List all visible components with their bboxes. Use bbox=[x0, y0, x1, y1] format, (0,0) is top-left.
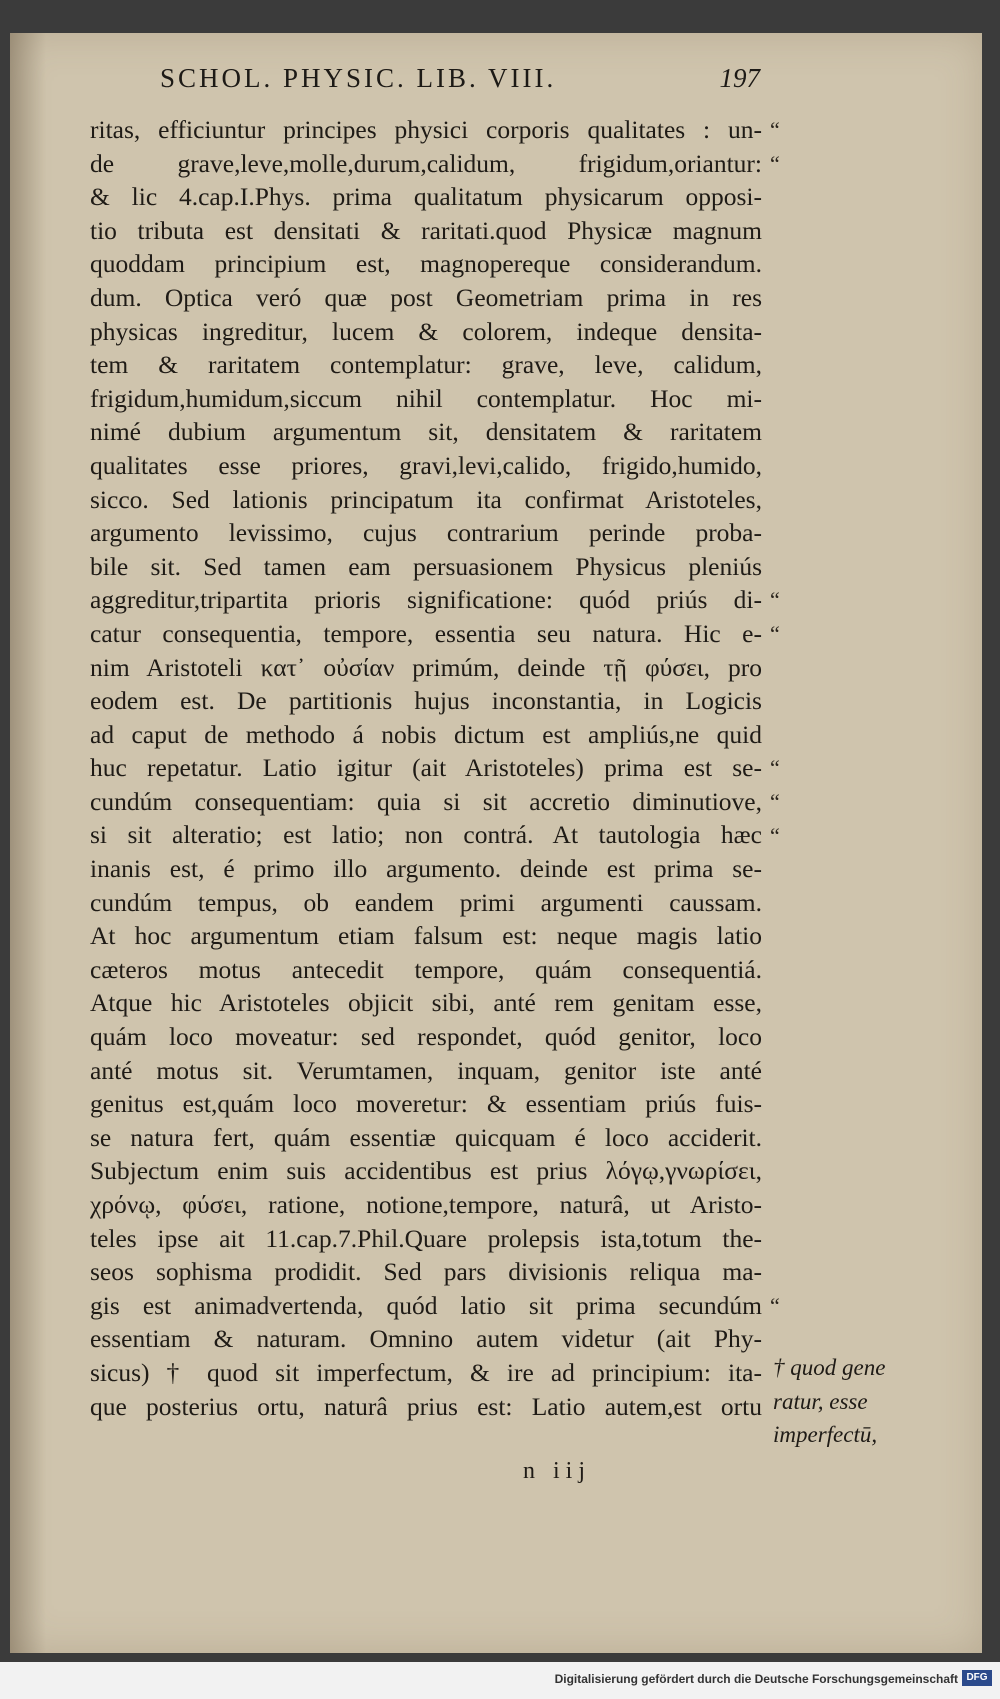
book-page bbox=[10, 33, 982, 1653]
text-line: dum. Optica veró quæ post Geometriam prima in res bbox=[90, 282, 762, 312]
text-line: tio tributa est densitati & raritati.quod Physicæ magnum bbox=[90, 215, 762, 245]
body-text bbox=[90, 113, 762, 1423]
marginal-note bbox=[773, 1351, 933, 1452]
text-line: anté motus sit. Verumtamen, inquam, genitor iste anté bbox=[90, 1055, 762, 1085]
text-line: se natura fert, quám essentiæ quicquam é loco acciderit. bbox=[90, 1122, 762, 1152]
text-line: Atque hic Aristoteles objicit sibi, anté rem genitam esse, bbox=[90, 988, 762, 1018]
text-line: quoddam principium est, magnopereque considerandum. bbox=[90, 249, 762, 279]
text-line: sicus) † quod sit imperfectum, & ire ad principium: ita- bbox=[90, 1357, 762, 1387]
quote-mark: “ bbox=[770, 1293, 780, 1318]
marginal-note-line: imperfectū, bbox=[773, 1422, 878, 1448]
text-line: genitus est,quám loco moveretur: & essentiam priús fuis- bbox=[90, 1089, 762, 1119]
marginal-note-line: † quod gene bbox=[773, 1355, 886, 1380]
text-line: ritas, efficiuntur principes physici corporis qualitates : un- bbox=[90, 115, 762, 144]
text-line: cundúm tempus, ob eandem primi argumenti caussam. bbox=[90, 887, 762, 917]
quote-mark: “ bbox=[770, 789, 780, 814]
text-line: huc repetatur. Latio igitur (ait Aristoteles) prima est se- bbox=[90, 753, 762, 783]
text-line: ad caput de methodo á nobis dictum est ampliús,ne quid bbox=[90, 719, 762, 749]
dfg-logo: DFG bbox=[962, 1670, 992, 1686]
text-line: χρόνῳ, φύσει, ratione, notione,tempore, naturâ, ut Aristo- bbox=[90, 1190, 762, 1219]
text-line: qualitates esse priores, gravi,levi,calido, frigido,humido, bbox=[90, 450, 762, 480]
page-number: 197 bbox=[719, 63, 760, 93]
text-line: quám loco moveatur: sed respondet, quód genitor, loco bbox=[90, 1022, 762, 1052]
text-line: catur consequentia, tempore, essentia seu natura. Hic e- bbox=[90, 618, 762, 648]
text-line: physicas ingreditur, lucem & colorem, indeque densita- bbox=[90, 316, 762, 346]
quote-mark: “ bbox=[770, 117, 780, 142]
text-line: inanis est, é primo illo argumento. deinde est prima se- bbox=[90, 854, 762, 884]
text-line: cundúm consequentiam: quia si sit accretio diminutiove, bbox=[90, 786, 762, 816]
text-line: sicco. Sed lationis principatum ita confirmat Aristoteles, bbox=[90, 484, 762, 514]
text-line: gis est animadvertenda, quód latio sit prima secundúm bbox=[90, 1290, 762, 1320]
text-line: cæteros motus antecedit tempore, quám consequentiá. bbox=[90, 954, 762, 984]
marginal-note-line: ratur, esse bbox=[773, 1388, 868, 1414]
signature-mark: n iij bbox=[523, 1458, 592, 1484]
text-line: aggreditur,tripartita prioris significatione: quód priús di- bbox=[90, 585, 762, 615]
text-line: eodem est. De partitionis hujus inconstantia, in Logicis bbox=[90, 686, 762, 716]
text-line: argumento levissimo, cujus contrarium perinde proba- bbox=[90, 518, 762, 548]
quote-mark: “ bbox=[770, 822, 780, 848]
running-title: SCHOL. PHYSIC. LIB. VIII. bbox=[160, 63, 557, 93]
text-line: teles ipse ait 11.cap.7.Phil.Quare prolepsis ista,totum the- bbox=[90, 1223, 762, 1253]
digitization-footer bbox=[0, 1662, 1000, 1699]
text-line: nimé dubium argumentum sit, densitatem & raritatem bbox=[90, 417, 762, 447]
text-line: que posterius ortu, naturâ prius est: Latio autem,est ortu bbox=[90, 1391, 762, 1421]
text-line: essentiam & naturam. Omnino autem videtur (ait Phy- bbox=[90, 1324, 762, 1354]
text-line: frigidum,humidum,siccum nihil contemplatur. Hoc mi- bbox=[90, 383, 762, 413]
text-line: de grave,leve,molle,durum,calidum, frigidum,oriantur: bbox=[90, 148, 762, 178]
text-line: & lic 4.cap.I.Phys. prima qualitatum physicarum opposi- bbox=[90, 182, 762, 212]
quote-mark: “ bbox=[770, 150, 780, 176]
text-line: seos sophisma prodidit. Sed pars divisionis reliqua ma- bbox=[90, 1257, 762, 1287]
quote-mark: “ bbox=[770, 621, 780, 646]
text-line: nim Aristoteli κατ᾽ οὐσίαν primúm, deinde τῇ φύσει, pro bbox=[90, 652, 762, 682]
funding-credit: Digitalisierung gefördert durch die Deutsche Forschungsgemeinschaft bbox=[554, 1672, 958, 1686]
text-line: Subjectum enim suis accidentibus est prius λόγῳ,γνωρίσει, bbox=[90, 1156, 762, 1186]
quote-mark: “ bbox=[770, 587, 780, 613]
quote-mark: “ bbox=[770, 755, 780, 781]
text-line: tem & raritatem contemplatur: grave, leve, calidum, bbox=[90, 350, 762, 380]
running-head bbox=[160, 63, 760, 94]
text-line: si sit alteratio; est latio; non contrá. At tautologia hæc bbox=[90, 820, 762, 850]
text-line: bile sit. Sed tamen eam persuasionem Physicus pleniús bbox=[90, 551, 762, 581]
text-line: At hoc argumentum etiam falsum est: neque magis latio bbox=[90, 921, 762, 951]
